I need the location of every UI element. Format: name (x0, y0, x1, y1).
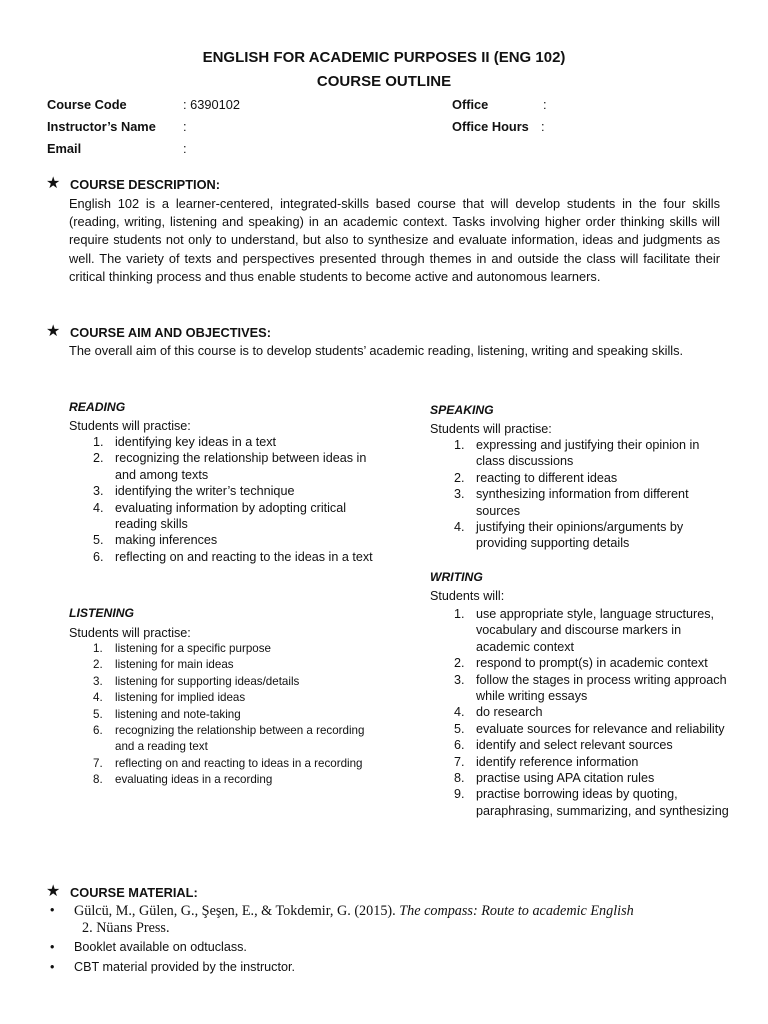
course-info (47, 97, 727, 163)
list-number: 2. (454, 470, 465, 485)
list-number: 9. (454, 787, 465, 802)
instructor-label: Instructor’s Name (47, 119, 156, 134)
list-number: 1. (454, 607, 465, 621)
list-item-text: listening and note-taking (115, 707, 241, 721)
list-item-text: practise using APA citation rules (476, 771, 655, 786)
list-item (430, 786, 730, 819)
reading-list (69, 434, 389, 565)
list-number: 5. (93, 707, 103, 721)
list-item-text: practise borrowing ideas by quoting, paraphrasing, summarizing, and synthesizing (476, 787, 729, 818)
list-number: 1. (93, 435, 104, 449)
course-code-label: Course Code (47, 97, 127, 112)
list-item (430, 606, 730, 655)
list-item-text: recognizing the relationship between ideas in and among texts (115, 451, 367, 482)
list-item-text: evaluate sources for relevance and reliability (476, 721, 725, 736)
list-item (430, 737, 730, 753)
list-item (430, 437, 730, 470)
list-item (430, 486, 730, 519)
material-heading: COURSE MATERIAL: (70, 885, 198, 900)
office-label: Office (452, 97, 489, 112)
list-number: 1. (454, 438, 465, 452)
writing-intro: Students will: (430, 589, 505, 603)
star-bullet-icon: ★ (46, 323, 61, 340)
star-bullet-icon: ★ (46, 175, 61, 192)
list-item (69, 756, 369, 772)
material-cbt (50, 960, 750, 978)
speaking-intro: Students will practise: (430, 422, 552, 436)
list-number: 2. (454, 656, 465, 671)
writing-list (430, 606, 730, 819)
reading-intro: Students will practise: (69, 419, 191, 433)
listening-intro: Students will practise: (69, 626, 191, 640)
list-item (430, 519, 730, 552)
list-number: 7. (93, 756, 103, 770)
list-item-text: justifying their opinions/arguments by providing supporting details (476, 520, 684, 551)
bullet-icon: • (50, 903, 55, 917)
material-booklet (50, 940, 750, 958)
list-item-text: use appropriate style, language structures, vocabulary and discourse markers in academic context (476, 607, 715, 654)
description-text: English 102 is a learner-centered, integrated-skills based course that will develop students in the four skills (reading, writing, listening and speaking) in an academic context. Tasks involving higher order thinking skills will require students not only to understand, but also to synthesize and evaluate information, ideas and judgments as well. The variety of texts and perspectives presented through themes in and outside the class will facilitate their critical thinking process and thus enable students to become active and autonomous learners. (69, 196, 720, 284)
list-item-text: respond to prompt(s) in academic context (476, 656, 708, 671)
instructor-value: : (183, 119, 187, 134)
list-number: 2. (93, 451, 104, 466)
list-item (69, 772, 369, 788)
list-item-text: listening for supporting ideas/details (115, 674, 300, 688)
list-number: 6. (93, 724, 103, 738)
list-item-text: identifying the writer’s technique (115, 484, 295, 499)
listening-list (69, 641, 369, 789)
list-item-text: making inferences (115, 533, 218, 548)
reference-line1 (74, 903, 634, 920)
office-hours-value: : (541, 119, 545, 134)
list-item (69, 674, 369, 690)
star-bullet-icon: ★ (46, 883, 61, 900)
listening-heading: LISTENING (69, 606, 135, 620)
list-number: 3. (454, 487, 465, 502)
list-item (69, 549, 389, 565)
list-number: 6. (454, 738, 465, 753)
list-item (69, 483, 389, 499)
list-item-text: reflecting on and reacting to ideas in a recording (115, 756, 363, 770)
list-number: 5. (454, 721, 465, 736)
list-item-text: synthesizing information from different sources (476, 487, 689, 518)
list-number: 3. (93, 674, 103, 688)
list-item (69, 690, 369, 706)
reference-title: The compass: Route to academic English (399, 903, 634, 919)
list-item (69, 434, 389, 450)
material-reference (50, 903, 750, 943)
list-item (430, 470, 730, 486)
course-code-value: : 6390102 (183, 97, 240, 112)
list-item (430, 672, 730, 705)
list-number: 2. (93, 658, 103, 672)
list-number: 6. (93, 549, 104, 564)
list-number: 5. (93, 533, 104, 548)
email-label: Email (47, 141, 82, 156)
list-item-text: listening for a specific purpose (115, 642, 271, 655)
email-value: : (183, 141, 187, 156)
list-item (430, 704, 730, 720)
list-number: 3. (93, 484, 104, 499)
list-item-text: reflecting on and reacting to the ideas in a text (115, 549, 373, 564)
list-item-text: listening for main ideas (115, 658, 234, 672)
document-subtitle: COURSE OUTLINE (316, 73, 452, 90)
list-item-text: expressing and justifying their opinion in class discussions (476, 438, 700, 469)
list-item-text: listening for implied ideas (115, 691, 246, 705)
list-item-text: evaluating information by adopting critical reading skills (115, 500, 347, 532)
list-item (430, 770, 730, 786)
aims-heading: COURSE AIM AND OBJECTIVES: (70, 325, 271, 340)
list-number: 4. (93, 500, 104, 515)
list-item-text: follow the stages in process writing approach while writing essays (476, 672, 727, 704)
list-number: 8. (93, 773, 103, 787)
document-title: ENGLISH FOR ACADEMIC PURPOSES II (ENG 102) (202, 49, 566, 66)
material-cbt-text: CBT material provided by the instructor. (74, 960, 295, 974)
speaking-list (430, 437, 730, 552)
reference-line2: 2. Nüans Press. (82, 920, 170, 936)
office-hours-label: Office Hours (452, 119, 529, 134)
list-item (69, 657, 369, 673)
list-item-text: identify reference information (476, 754, 639, 769)
list-item (69, 723, 369, 756)
list-item (430, 655, 730, 671)
list-number: 4. (93, 691, 103, 705)
office-value: : (543, 97, 547, 112)
aims-text: The overall aim of this course is to develop students’ academic reading, listening, writing and speaking skills. (69, 343, 684, 358)
description-heading: COURSE DESCRIPTION: (70, 177, 221, 192)
bullet-icon: • (50, 960, 55, 974)
list-number: 1. (93, 642, 103, 655)
list-item (69, 532, 389, 548)
list-number: 4. (454, 520, 465, 535)
reading-heading: READING (69, 400, 126, 414)
list-item-text: identifying key ideas in a text (115, 435, 277, 449)
list-item (69, 500, 389, 533)
list-number: 8. (454, 771, 465, 786)
list-item (69, 450, 389, 483)
bullet-icon: • (50, 940, 55, 954)
list-item-text: do research (476, 705, 543, 720)
reference-authors: Gülcü, M., Gülen, G., Şeşen, E., & Tokdemir, G. (2015). (74, 903, 400, 919)
list-item-text: evaluating ideas in a recording (115, 773, 273, 787)
list-item-text: recognizing the relationship between a recording and a reading text (115, 724, 365, 754)
list-number: 4. (454, 705, 465, 720)
list-item-text: reacting to different ideas (476, 470, 618, 485)
list-item (69, 707, 369, 723)
speaking-heading: SPEAKING (430, 403, 494, 417)
material-booklet-text: Booklet available on odtuclass. (74, 940, 247, 954)
list-number: 3. (454, 672, 465, 687)
list-item (69, 641, 369, 657)
list-number: 7. (454, 754, 465, 769)
list-item (430, 754, 730, 770)
list-item-text: identify and select relevant sources (476, 738, 673, 753)
list-item (430, 721, 730, 737)
writing-heading: WRITING (430, 570, 483, 584)
